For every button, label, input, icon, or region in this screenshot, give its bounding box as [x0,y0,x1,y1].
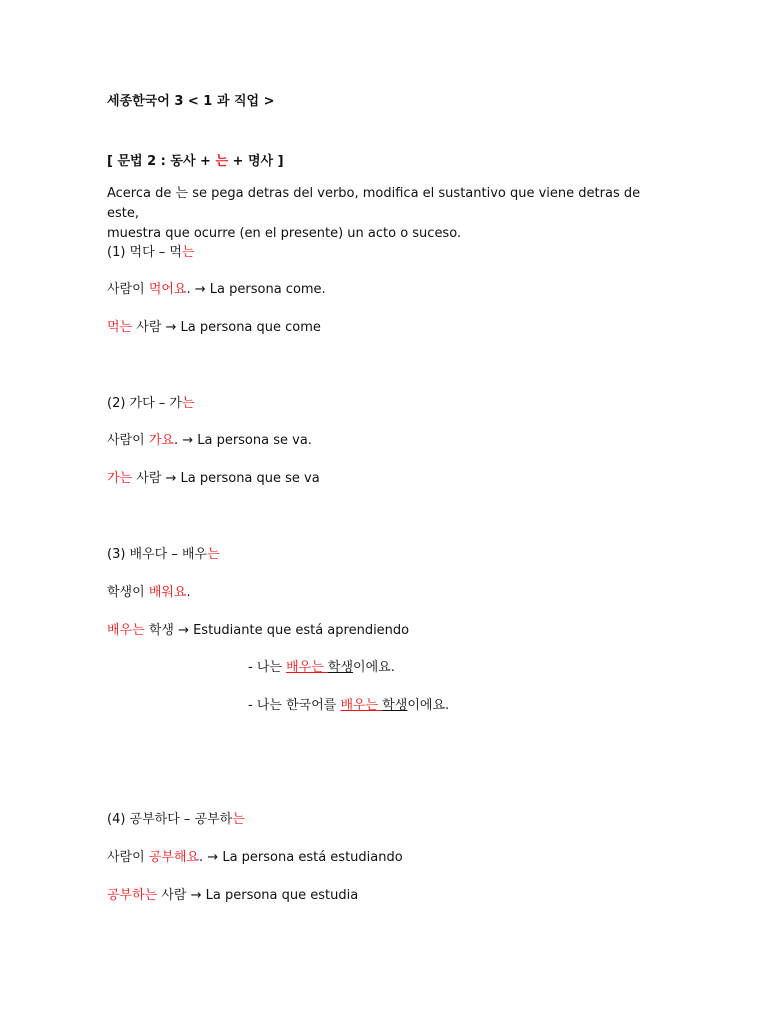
example-3-s1-pre: 학생이 [107,585,149,600]
grammar-description-line-1: Acerca de 는 se pega detras del verbo, modifica el sustantivo que viene detras de este, [107,186,641,221]
example-3-s3-pre: - 나는 [248,660,287,675]
grammar-heading [107,153,284,171]
example-3-s3-post: 이에요. [353,660,395,675]
example-4-title-particle: 는 [232,812,245,827]
example-4-s2-modifier: 공부하는 [107,888,158,903]
example-3-title [107,546,220,564]
example-3-s4-pre: - 나는 한국어를 [248,698,341,713]
example-1-sentence-1 [107,281,326,299]
example-2-s1-pre: 사람이 [107,433,149,448]
grammar-description [107,184,667,244]
example-3-s1-verb: 배워요 [148,585,187,600]
example-1-s1-verb: 먹어요 [148,282,187,297]
example-4-sentence-1 [107,849,403,867]
example-3-s4-post: 이에요. [407,698,450,713]
example-2-title [107,395,195,413]
example-1-title-pre: (1) 먹다 – 먹 [107,245,182,260]
example-3-sentence-1 [107,584,191,602]
example-3-s2-post: 학생 → Estudiante que está aprendiendo [144,623,410,638]
example-2-s1-post: . → La persona se va. [173,433,312,448]
example-1-s1-post: . → La persona come. [186,282,326,297]
example-4-s1-verb: 공부해요 [148,850,200,865]
example-3-s3-noun: 학생 [327,660,354,675]
example-2-sentence-1 [107,432,312,450]
grammar-heading-post: + 명사 ] [228,154,284,169]
document-title-text: 세종한국어 3 < 1 과 직업 > [107,94,275,109]
example-1-s2-modifier: 먹는 [107,320,133,335]
grammar-description-line-2: muestra que ocurre (en el presente) un acto o suceso. [107,226,462,241]
example-2-title-pre: (2) 가다 – 가 [107,396,182,411]
example-1-title [107,244,195,262]
example-2-s2-post: 사람 → La persona que se va [132,471,320,486]
example-3-s2-modifier: 배우는 [107,623,145,638]
example-3-s3-modifier: 배우는 [286,660,328,675]
example-4-sentence-2 [107,887,358,905]
example-3-s4-noun: 학생 [382,698,408,713]
example-4-s1-pre: 사람이 [107,850,149,865]
example-3-sentence-2 [107,622,409,640]
example-1-s2-post: 사람 → La persona que come [132,320,321,335]
example-2-title-particle: 는 [182,396,195,411]
example-3-title-particle: 는 [207,547,220,562]
example-4-title-pre: (4) 공부하다 – 공부하 [107,812,233,827]
example-4-s2-post: 사람 → La persona que estudia [157,888,359,903]
example-4-s1-post: . → La persona está estudiando [199,850,403,865]
example-3-title-pre: (3) 배우다 – 배우 [107,547,208,562]
grammar-heading-pre: [ 문법 2 : 동사 + [107,154,216,169]
example-3-sentence-4 [248,697,449,715]
example-1-title-particle: 는 [182,245,195,260]
document-title [107,93,275,111]
example-2-s2-modifier: 가는 [107,471,133,486]
example-3-s1-post: . [186,585,191,600]
example-2-sentence-2 [107,470,320,488]
example-3-sentence-3 [248,659,395,677]
grammar-heading-particle: 는 [215,154,229,169]
example-2-s1-verb: 가요 [148,433,174,448]
example-1-sentence-2 [107,319,321,337]
example-3-s4-modifier: 배우는 [340,698,383,713]
example-1-s1-pre: 사람이 [107,282,149,297]
example-4-title [107,811,245,829]
